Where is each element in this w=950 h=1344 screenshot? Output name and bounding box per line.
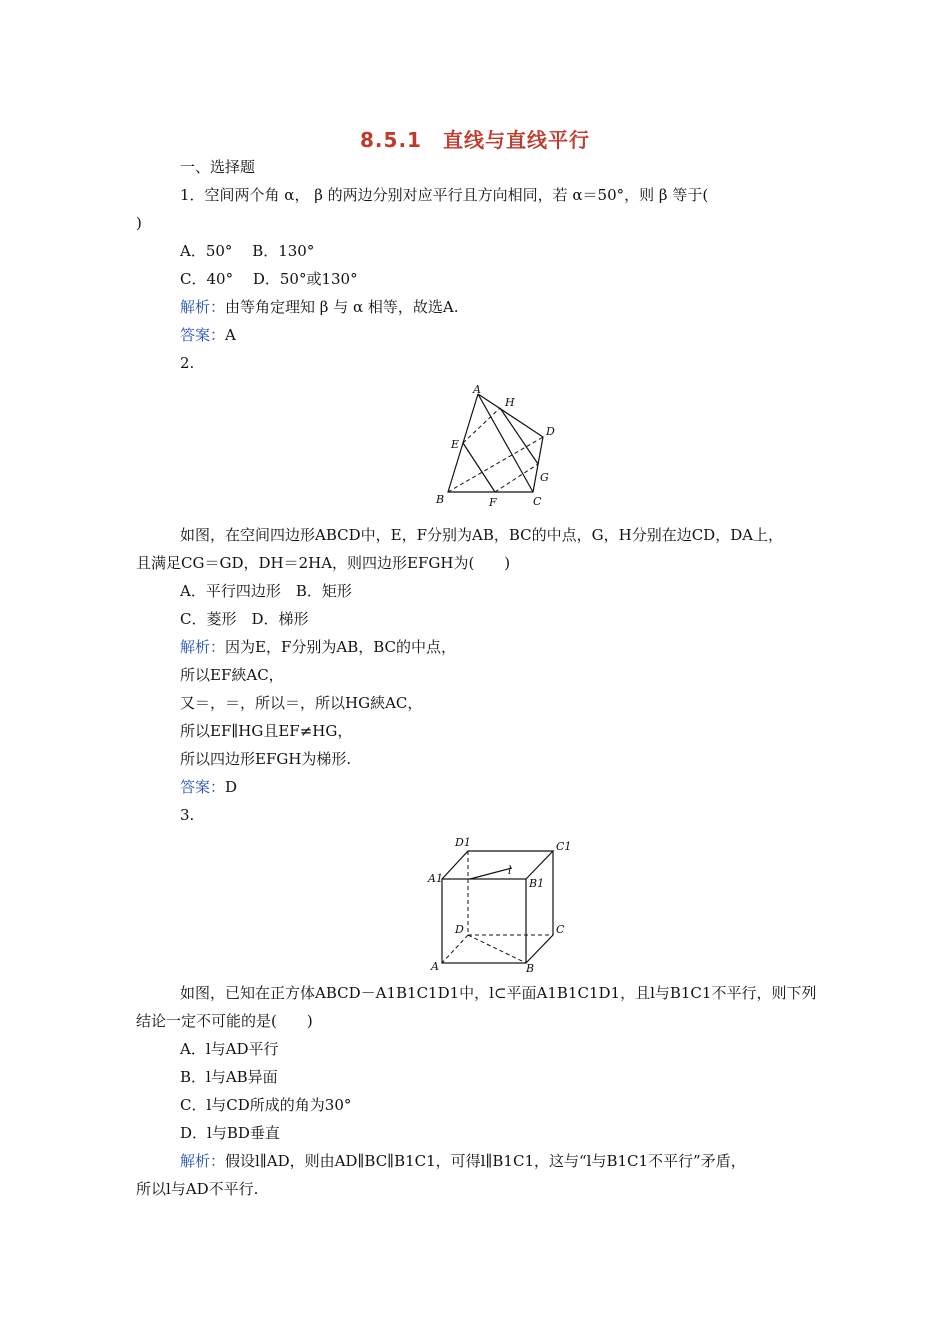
fig3-label-d: D bbox=[455, 923, 464, 936]
fig2-label-g: G bbox=[540, 471, 549, 484]
q3-option-c: C．l与CD所成的角为30° bbox=[180, 1096, 352, 1114]
analysis-label: 解析： bbox=[180, 638, 226, 656]
fig2-label-b: B bbox=[436, 493, 445, 506]
q3-analysis bbox=[180, 1151, 746, 1171]
q2-analysis-line5: 所以四边形EFGH为梯形. bbox=[180, 750, 352, 768]
fig2-label-h: H bbox=[505, 396, 515, 409]
analysis-text: 因为E，F分别为AB，BC的中点， bbox=[225, 638, 457, 656]
answer-label: 答案： bbox=[180, 326, 226, 344]
q2-answer bbox=[180, 777, 237, 797]
fig3-label-c: C bbox=[556, 923, 565, 936]
fig3-label-b: B bbox=[526, 962, 535, 975]
fig2-label-a: A bbox=[473, 383, 481, 396]
q1-options-cd: C．40° D．50°或130° bbox=[180, 270, 358, 288]
answer-text: D bbox=[225, 778, 238, 796]
q3-option-a: A．l与AD平行 bbox=[180, 1040, 279, 1058]
q2-stem-end: 且满足CG＝GD，DH＝2HA，则四边形EFGH为( ) bbox=[136, 554, 511, 572]
q1-options-ab: A．50° B．130° bbox=[180, 242, 315, 260]
q1-answer bbox=[180, 325, 236, 345]
fig3-label-b1: B1 bbox=[529, 877, 545, 890]
q3-stem: 如图，已知在正方体ABCD－A1B1C1D1中，l⊂平面A1B1C1D1，且l与B1C1不平行，则下列 bbox=[180, 984, 817, 1002]
q3-figure bbox=[425, 832, 575, 977]
answer-label: 答案： bbox=[180, 778, 226, 796]
q1-stem: 1．空间两个角 α， β 的两边分别对应平行且方向相同，若 α＝50°，则 β 等于( bbox=[180, 186, 709, 204]
fig2-label-c: C bbox=[533, 495, 542, 508]
q3-stem-end: 结论一定不可能的是( ) bbox=[136, 1012, 313, 1030]
q2-figure bbox=[425, 382, 560, 512]
q3-option-b: B．l与AB异面 bbox=[180, 1068, 278, 1086]
q2-options-ab: A．平行四边形 B．矩形 bbox=[180, 582, 352, 600]
q2-analysis-line2: 所以EF綊AC， bbox=[180, 666, 284, 684]
q2-analysis bbox=[180, 637, 456, 657]
fig2-label-f: F bbox=[489, 496, 497, 509]
q2-options-cd: C．菱形 D．梯形 bbox=[180, 610, 309, 628]
fig3-label-c1: C1 bbox=[556, 840, 572, 853]
q2-number: 2. bbox=[180, 354, 195, 372]
analysis-label: 解析： bbox=[180, 1152, 226, 1170]
q2-analysis-line3: 又＝，＝，所以＝，所以HG綊AC， bbox=[180, 694, 423, 712]
q2-stem: 如图，在空间四边形ABCD中，E，F分别为AB，BC的中点，G，H分别在边CD，DA上， bbox=[180, 526, 784, 544]
q2-analysis-line4: 所以EF∥HG且EF≠HG， bbox=[180, 722, 353, 740]
fig3-label-d1: D1 bbox=[455, 836, 471, 849]
answer-text: A bbox=[225, 326, 236, 344]
fig3-label-l: l bbox=[508, 864, 512, 877]
fig2-label-e: E bbox=[451, 438, 460, 451]
analysis-label: 解析： bbox=[180, 298, 226, 316]
analysis-text: 假设l∥AD，则由AD∥BC∥B1C1，可得l∥B1C1，这与“l与B1C1不平行”矛盾， bbox=[225, 1152, 746, 1170]
q1-stem-end: ) bbox=[136, 214, 142, 232]
fig2-label-d: D bbox=[546, 425, 555, 438]
page-title: 8.5.1 直线与直线平行 bbox=[360, 128, 590, 152]
fig3-label-a1: A1 bbox=[428, 872, 443, 885]
fig3-label-a: A bbox=[431, 960, 439, 973]
section-heading: 一、选择题 bbox=[180, 158, 256, 176]
q3-number: 3. bbox=[180, 806, 195, 824]
q3-analysis-line2: 所以l与AD不平行. bbox=[136, 1180, 259, 1198]
q3-option-d: D．l与BD垂直 bbox=[180, 1124, 280, 1142]
q1-analysis bbox=[180, 297, 459, 317]
analysis-text: 由等角定理知 β 与 α 相等，故选A. bbox=[225, 298, 459, 316]
